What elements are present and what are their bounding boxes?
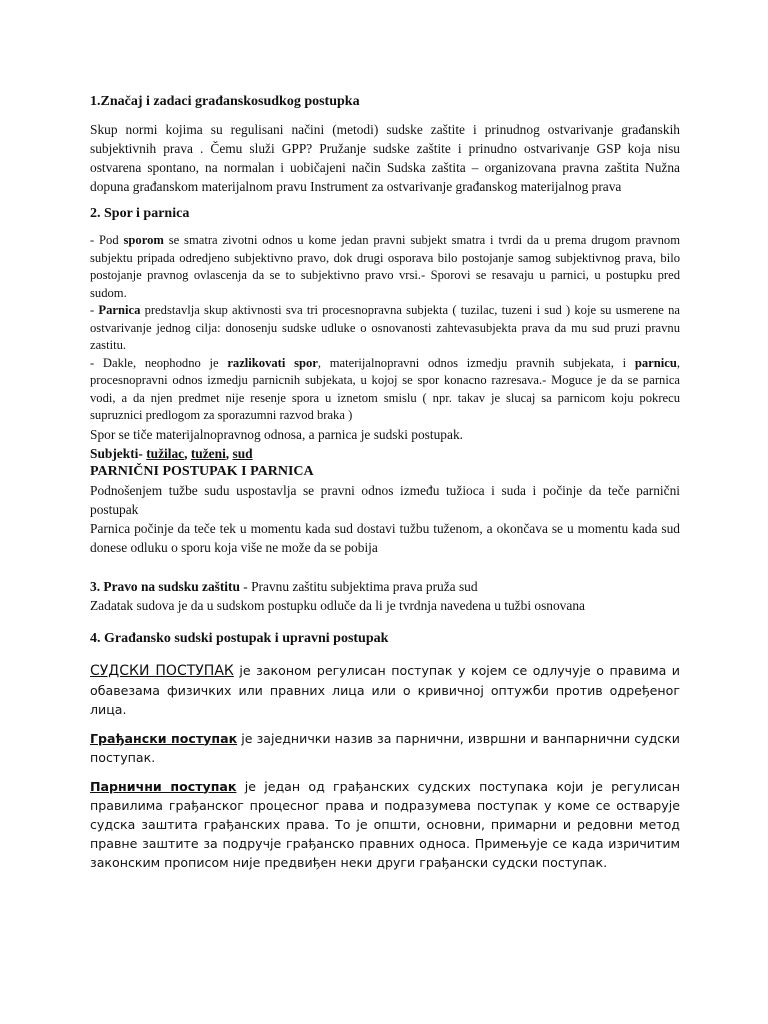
term-parnicu: parnicu	[634, 355, 677, 370]
spor-definition: - Pod sporom se smatra zivotni odnos u kome jedan pravni subjekt smatra i tvrdi da u prema drugom pravnom subjektu pripada odredjeno subjektivno pravo, dok drugi osporava bilo postojanje samog subjektivnog prava, bilo postojanje pravnog ovlascenja da se to subjektivno pravo vrsi.- Sporovi se resavaju u parnici, u postupku pred sudom.	[90, 233, 680, 300]
term-parnica: Parnica	[98, 303, 141, 317]
term-gradjanski-postupak: Грађански поступак	[90, 730, 238, 746]
spor-vs-parnica: - Dakle, neophodno je razlikovati spor, materijalnopravni odnos izmedju pravnih subjekata, i parnicu, procesnopravni odnos izmedju parnicnih subjekata, u kojoj se spor konacno razresava.- Moguce je da se parnica vodi, a da njen predmet nije resenje spora u iznetom smislu ( npr. takav je slucaj sa parnicom koju pokrecu supruznici predlogom za sporazumni razvod braka )	[90, 355, 680, 422]
parnicni-postupak-cyr-para: Парнични поступак је један од грађанских судских поступака који је регулисан правилима грађанског процесног права и подразумева поступак у коме се остварује судска заштита грађанских права. То је општи, основни, примарни и редовни метод правне заштите за подручје грађанско правних односа. Примењује се када изричитим законским прописом није предвиђен неки други грађански судски поступак.	[90, 778, 680, 870]
term-razlikovati-spor: razlikovati spor	[227, 355, 318, 370]
section-3-line: 3. Pravo na sudsku zaštitu - Pravnu zaštitu subjektima prava pruža sud	[90, 578, 478, 594]
section-1-body: Skup normi kojima su regulisani načini (metodi) sudske zaštite i prinudnog ostvarivanje građanskih subjektivnih prava . Čemu služi GPP? Pružanje sudske zaštite i prinudno ostvarivanje GSP koja nisu ostvarena spontano, na normalan i uobičajeni način Sudska zaštita – organizovana pravna zaštita Nužna dopuna građanskom materijalnom pravu Instrument za ostvarivanje građanskog materijalnog prava	[90, 122, 680, 194]
section-4-heading: 4. Građansko sudski postupak i upravni postupak	[90, 630, 389, 646]
section-3-body: Zadatak sudova je da u sudskom postupku odluče da li je tvrdnja navedena u tužbi osnovana	[90, 597, 585, 613]
parnicni-postupak-heading: PARNIČNI POSTUPAK I PARNICA	[90, 463, 314, 479]
section-3-heading: 3. Pravo na sudsku zaštitu	[90, 578, 240, 594]
spor-summary: Spor se tiče materijalnopravnog odnosa, a parnica je sudski postupak.	[90, 426, 463, 442]
sudski-postupak-para: СУДСКИ ПОСТУПАК је законом регулисан поступак у којем се одлучује о правима и обавезама физичких или правних лица или о кривичној оптужби против одређеног лица.	[90, 662, 680, 717]
parnicni-postupak-p2: Parnica počinje da teče tek u momentu kada sud dostavi tužbu tuženom, a okončava se u momentu kada sud donese odluku o sporu koja više ne može da se pobija	[90, 520, 680, 555]
section-1-heading: 1.Značaj i zadaci građanskosudkog postupka	[90, 94, 360, 109]
subjekti-line: Subjekti- tužilac, tuženi, sud	[90, 445, 253, 461]
parnicni-postupak-p1: Podnošenjem tužbe sudu uspostavlja se pravni odnos između tužioca i suda i počinje da teče parnični postupak	[90, 482, 680, 517]
term-parnicni-postupak: Парнични поступак	[90, 778, 237, 794]
subjekt-tuzeni: tuženi	[190, 445, 226, 461]
term-sudski-postupak: СУДСКИ ПОСТУПАК	[90, 662, 234, 679]
subjekt-tuzilac: tužilac	[146, 445, 185, 461]
parnica-definition: - Parnica predstavlja skup aktivnosti sva tri procesnopravna subjekta ( tuzilac, tuzeni i sud ) koje su usmerene na ostvarivanje jednog cilja: donosenju sudske udluke o osnovanosti zahtevasubjekta prava da mu sud pruzi pravnu zastitu.	[90, 303, 680, 352]
term-sporom: sporom	[123, 233, 164, 247]
section-2-heading: 2. Spor i parnica	[90, 206, 190, 221]
gradjanski-postupak-para: Грађански поступак је заједнички назив за парнични, извршни и ванпарнични судски поступак.	[90, 730, 680, 765]
subjekt-sud: sud	[232, 445, 253, 461]
